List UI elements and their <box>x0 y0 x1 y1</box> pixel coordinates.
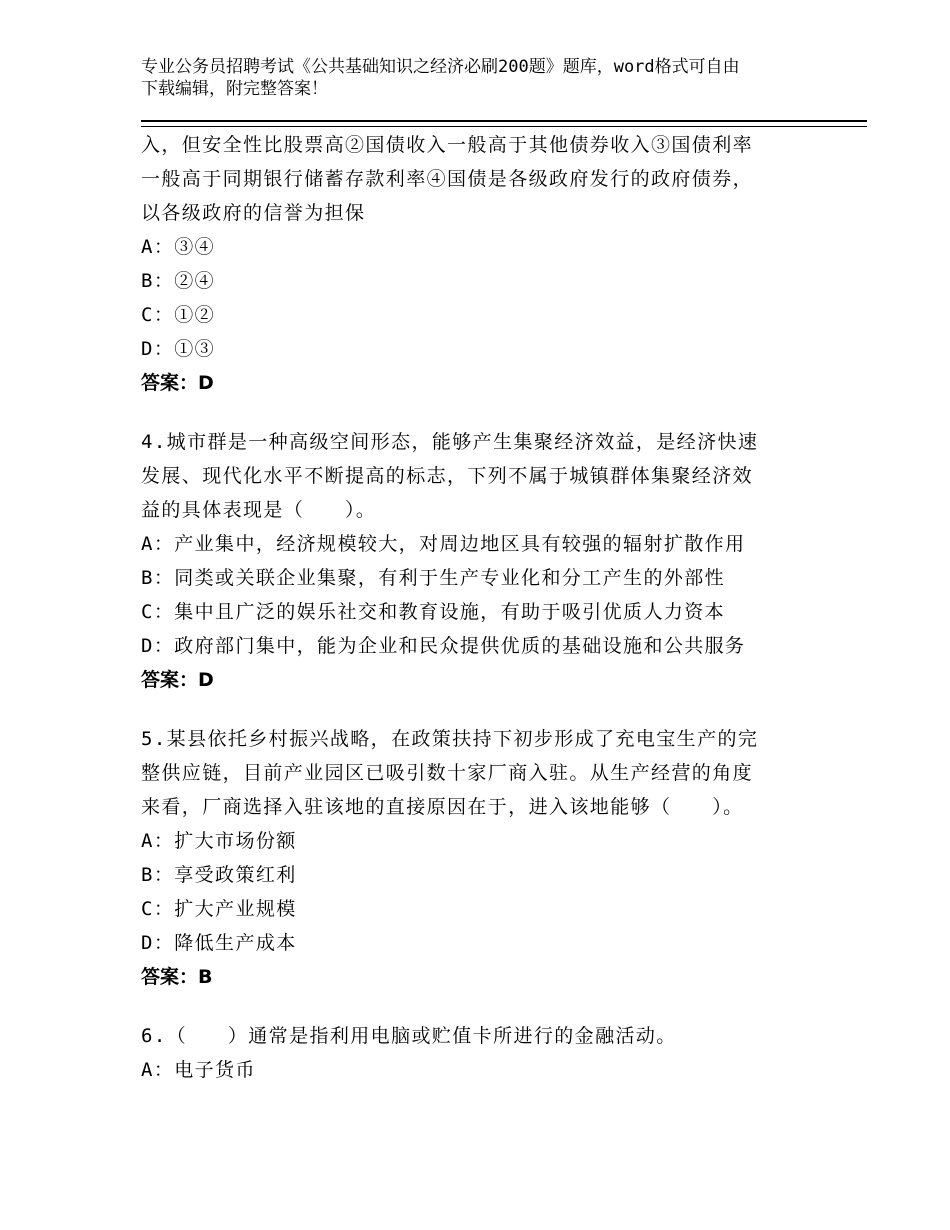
question-list <box>141 128 821 1087</box>
question-6 <box>141 1019 821 1087</box>
question-stem-line: 5.某县依托乡村振兴战略，在政策扶持下初步形成了充电宝生产的完 <box>141 728 759 750</box>
option-a: A：电子货币 <box>141 1059 256 1081</box>
question-stem-line: 以各级政府的信誉为担保 <box>141 202 366 224</box>
question-stem-line: 一般高于同期银行储蓄存款利率④国债是各级政府发行的政府债券， <box>141 168 754 190</box>
spacer <box>141 994 821 1019</box>
option-c: C：扩大产业规模 <box>141 898 297 920</box>
question-stem-line: 6.（ ）通常是指利用电脑或贮值卡所进行的金融活动。 <box>141 1025 677 1047</box>
option-b: B：②④ <box>141 270 216 292</box>
spacer <box>141 400 821 425</box>
question-stem-line: 4.城市群是一种高级空间形态，能够产生集聚经济效益，是经济快速 <box>141 431 759 453</box>
header-line-1: 专业公务员招聘考试《公共基础知识之经济必刷200题》题库，word格式可自由 <box>141 57 740 77</box>
option-c: C：集中且广泛的娱乐社交和教育设施，有助于吸引优质人力资本 <box>141 601 726 623</box>
option-a: A：③④ <box>141 236 216 258</box>
question-stem-line: 发展、现代化水平不断提高的标志，下列不属于城镇群体集聚经济效 <box>141 465 754 487</box>
option-b: B：享受政策红利 <box>141 864 297 886</box>
page-header <box>141 56 801 100</box>
question-stem-line: 来看，厂商选择入驻该地的直接原因在于，进入该地能够（ ）。 <box>141 796 744 818</box>
option-d: D：政府部门集中，能为企业和民众提供优质的基础设施和公共服务 <box>141 635 746 657</box>
question-stem-line: 整供应链，目前产业园区已吸引数十家厂商入驻。从生产经营的角度 <box>141 762 754 784</box>
option-a: A：产业集中，经济规模较大，对周边地区具有较强的辐射扩散作用 <box>141 533 746 555</box>
answer-line: 答案：D <box>141 372 214 394</box>
question-stem-line: 益的具体表现是（ ）。 <box>141 499 377 521</box>
answer-line: 答案：B <box>141 966 213 988</box>
question-3 <box>141 128 821 400</box>
question-stem-line: 入，但安全性比股票高②国债收入一般高于其他债券收入③国债利率 <box>141 134 754 156</box>
option-a: A：扩大市场份额 <box>141 830 297 852</box>
spacer <box>141 697 821 722</box>
option-b: B：同类或关联企业集聚，有利于生产专业化和分工产生的外部性 <box>141 567 726 589</box>
answer-line: 答案：D <box>141 669 214 691</box>
header-line-2: 下载编辑，附完整答案！ <box>141 79 328 99</box>
option-d: D：①③ <box>141 338 216 360</box>
question-4 <box>141 425 821 697</box>
option-d: D：降低生产成本 <box>141 932 297 954</box>
option-c: C：①② <box>141 304 216 326</box>
question-5 <box>141 722 821 994</box>
header-divider <box>141 120 867 127</box>
